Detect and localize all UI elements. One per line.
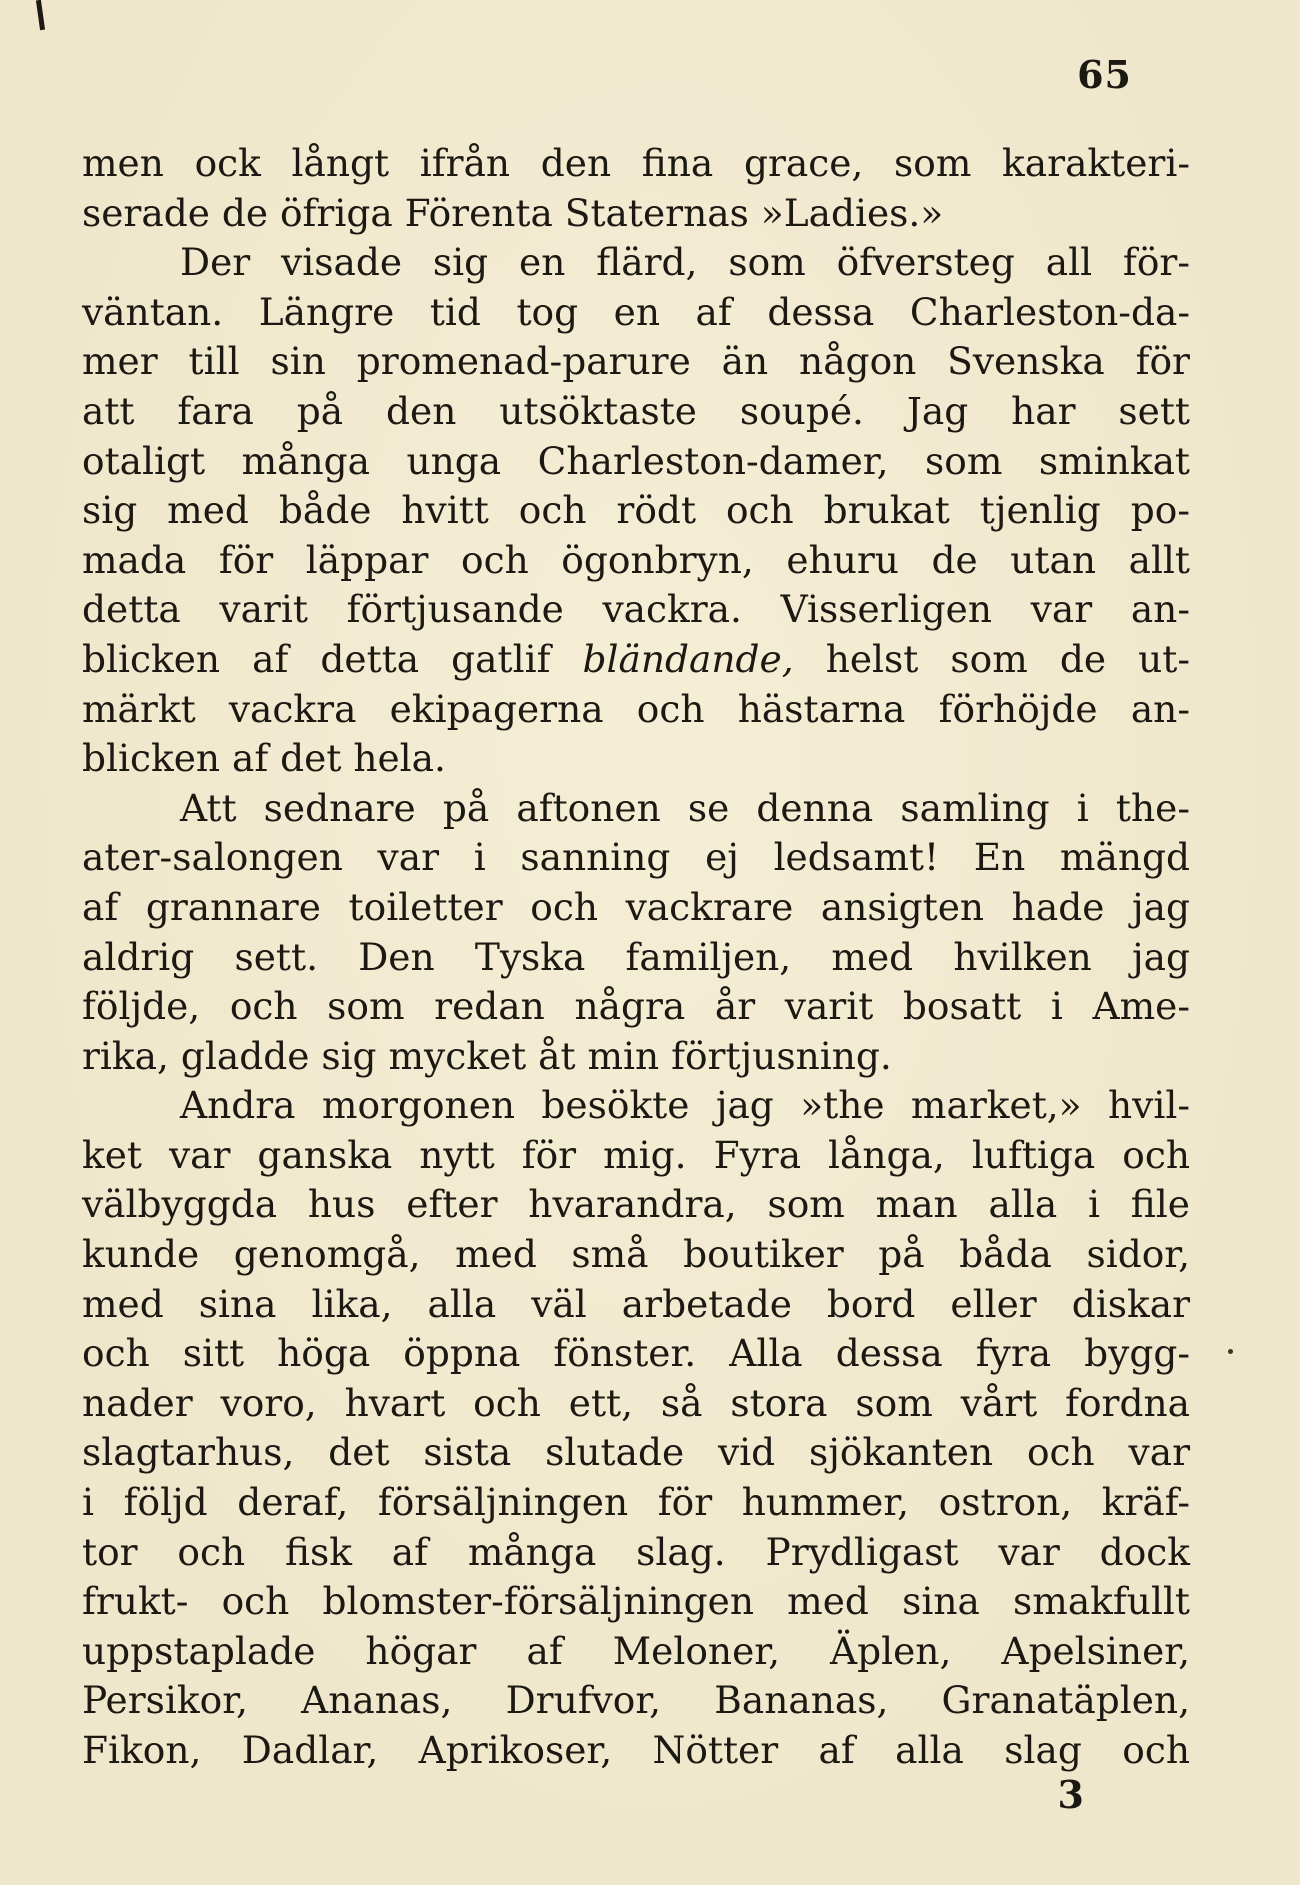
text-line: Att sednare på aftonen se denna samling i the- [180, 785, 1190, 830]
text-line: serade de öfriga Förenta Staternas »Ladies.» [82, 190, 944, 235]
text-line: följde, och som redan några år varit bosatt i Ame- [82, 984, 1190, 1029]
text-line: mada för läppar och ögonbryn, ehuru de utan allt [82, 537, 1190, 582]
text-line: blicken af det hela. [82, 736, 446, 781]
corner-ink-mark [36, 0, 45, 30]
text-line: märkt vackra ekipagerna och hästarna förhöjde an- [82, 686, 1190, 731]
text-line: tor och fisk af många slag. Prydligast var dock [82, 1529, 1190, 1574]
text-segment: helst som de ut- [793, 636, 1190, 681]
text-line: att fara på den utsöktaste soupé. Jag har sett [82, 388, 1190, 433]
text-line: ater-salongen var i sanning ej ledsamt! En mängd [82, 835, 1190, 880]
text-line: uppstaplade högar af Meloner, Äplen, Apelsiner, [82, 1628, 1190, 1673]
text-line: ket var ganska nytt för mig. Fyra långa, luftiga och [82, 1132, 1190, 1177]
text-line: Andra morgonen besökte jag »the market,» hvil- [180, 1083, 1190, 1128]
text-line [82, 635, 1190, 685]
page-number: 65 [1077, 52, 1132, 97]
text-line: i följd deraf, försäljningen för hummer, ostron, kräf- [82, 1480, 1190, 1525]
text-line: nader voro, hvart och ett, så stora som vårt fordna [82, 1380, 1190, 1425]
text-segment: blicken af detta gatlif [82, 636, 583, 681]
text-line: Der visade sig en flärd, som öfversteg all för- [180, 240, 1190, 285]
text-line: väntan. Längre tid tog en af dessa Charleston-da- [82, 289, 1190, 334]
text-line: af grannare toiletter och vackrare ansigten hade jag [82, 884, 1190, 929]
text-line: men ock långt ifrån den fina grace, som karakteri- [82, 141, 1190, 185]
text-line: slagtarhus, det sista slutade vid sjökanten och var [82, 1430, 1190, 1475]
body-text [82, 139, 1190, 1776]
text-line: kunde genomgå, med små boutiker på båda sidor, [82, 1232, 1190, 1277]
text-line: otaligt många unga Charleston-damer, som sminkat [82, 438, 1190, 483]
text-line: Persikor, Ananas, Drufvor, Bananas, Granatäplen, [82, 1678, 1190, 1723]
text-line: med sina lika, alla väl arbetade bord eller diskar [82, 1281, 1190, 1326]
margin-speck [1228, 1349, 1233, 1354]
text-line: detta varit förtjusande vackra. Visserligen var an- [82, 587, 1190, 632]
text-line: välbyggda hus efter hvarandra, som man alla i file [82, 1182, 1190, 1227]
emphasized-word: bländande, [582, 636, 794, 681]
text-line: och sitt höga öppna fönster. Alla dessa fyra bygg- [82, 1331, 1190, 1376]
text-line: Fikon, Dadlar, Aprikoser, Nötter af alla slag och [82, 1728, 1190, 1772]
text-line: frukt- och blomster-försäljningen med sina smakfullt [82, 1579, 1190, 1624]
text-line: mer till sin promenad-parure än någon Svenska för [82, 339, 1190, 384]
text-line: sig med både hvitt och rödt och brukat tjenlig po- [82, 488, 1190, 533]
text-line: aldrig sett. Den Tyska familjen, med hvilken jag [82, 934, 1190, 979]
text-line: rika, gladde sig mycket åt min förtjusning. [82, 1033, 892, 1078]
signature-mark: 3 [1057, 1772, 1084, 1817]
